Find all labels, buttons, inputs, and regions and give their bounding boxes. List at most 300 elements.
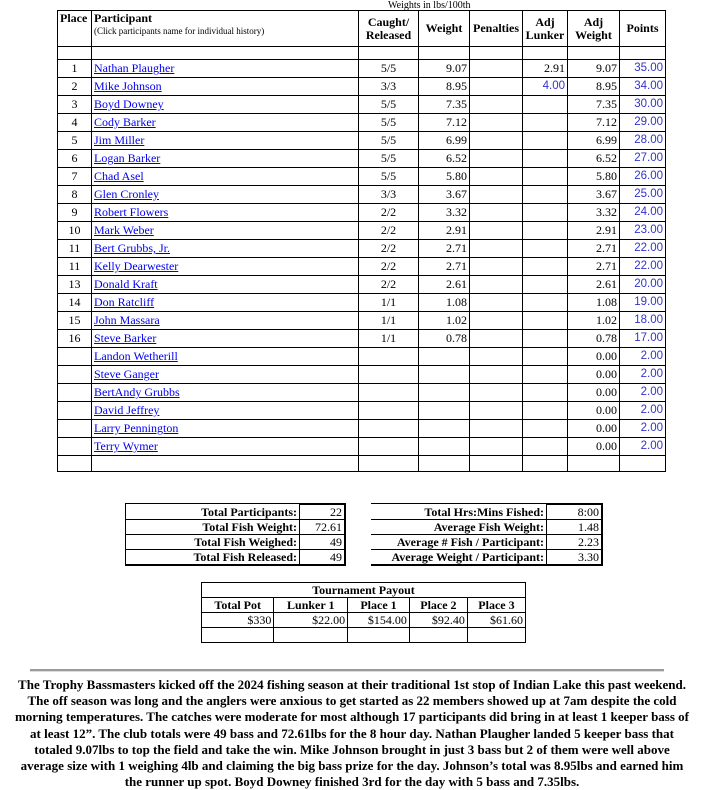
adj-weight-cell: 7.35 [568,96,620,114]
participant-link[interactable]: Jim Miller [94,133,145,147]
payout-value: $330 [202,613,274,628]
points-cell: 22.00 [620,258,666,276]
points-cell: 2.00 [620,438,666,456]
points-cell: 35.00 [620,60,666,78]
points-cell: 2.00 [620,384,666,402]
participant-link[interactable]: Glen Cronley [94,187,159,201]
points-cell: 20.00 [620,276,666,294]
adj-lunker-cell [523,330,568,348]
weight-cell: 2.61 [419,276,470,294]
empty-cell [409,628,467,643]
participant-cell [92,312,359,330]
payout-value: $92.40 [409,613,467,628]
points-cell: 24.00 [620,204,666,222]
adj-weight-cell: 0.00 [568,384,620,402]
place-cell [58,402,92,420]
points-cell: 27.00 [620,150,666,168]
adj-weight-cell: 0.78 [568,330,620,348]
caught-released-cell [359,402,419,420]
weight-cell [419,348,470,366]
weight-cell: 2.71 [419,258,470,276]
weights-caption: Weights in lbs/100th [388,0,471,11]
participant-link[interactable]: John Massara [94,313,160,327]
tournament-story: The Trophy Bassmasters kicked off the 2024 fishing season at their traditional 1st stop of Indian Lake this past weekend. The off season was long and the anglers were anxious to get started as 22 members showed up at 7am despite the cold morning temperatures. The catches were moderate for most although 17 participants did bring in at least 1 keeper bass of at least 12”. The club totals were 49 bass and 72.61lbs for the 8 hour day. Nathan Plaugher landed 5 keeper bass that totaled 9.07lbs to top the field and take the win. Mike Johnson brought in just 3 bass but 2 of them were well above average size with 1 weighing 4lb and claiming the big bass prize for the day. Johnson’s total was 8.95lbs and earned him the runner up spot. Boyd Downey finished 3rd for the day with 5 bass and 7.35lbs. [14,677,690,790]
participant-row [58,204,666,222]
penalties-cell [470,366,523,384]
penalties-cell [470,204,523,222]
points-cell: 2.00 [620,402,666,420]
header-row [58,11,666,47]
participant-cell [92,240,359,258]
penalties-cell [470,276,523,294]
header-points: Points [620,11,666,47]
participant-row [58,420,666,438]
adj-lunker-cell [523,348,568,366]
caught-released-cell [359,348,419,366]
caught-released-cell: 2/2 [359,258,419,276]
participant-cell [92,222,359,240]
points-cell: 2.00 [620,420,666,438]
participant-row [58,132,666,150]
points-cell: 23.00 [620,222,666,240]
average-stat-label: Average Weight / Participant: [371,550,546,565]
caught-released-cell: 3/3 [359,186,419,204]
weight-cell: 9.07 [419,60,470,78]
empty-cell [419,47,470,60]
total-stat-value: 72.61 [299,520,345,535]
empty-cell [274,628,348,643]
weight-cell [419,384,470,402]
points-cell: 26.00 [620,168,666,186]
place-cell: 7 [58,168,92,186]
header-penalties: Penalties [470,11,523,47]
points-cell: 29.00 [620,114,666,132]
adj-weight-cell: 3.67 [568,186,620,204]
adj-lunker-cell [523,150,568,168]
adj-lunker-cell [523,420,568,438]
empty-cell [620,47,666,60]
average-stat-value: 8:00 [546,504,602,520]
place-cell: 4 [58,114,92,132]
penalties-cell [470,348,523,366]
participant-cell [92,402,359,420]
participant-link[interactable]: Cody Barker [94,115,156,129]
participant-row [58,60,666,78]
participant-row [58,258,666,276]
penalties-cell [470,60,523,78]
empty-cell [359,456,419,472]
empty-cell [58,456,92,472]
empty-cell [92,456,359,472]
weight-cell: 2.91 [419,222,470,240]
adj-lunker-cell [523,222,568,240]
participant-row [58,96,666,114]
averages-table [371,503,603,566]
empty-cell [523,47,568,60]
adj-weight-cell: 0.00 [568,438,620,456]
adj-weight-cell: 9.07 [568,60,620,78]
payout-table [201,582,526,643]
penalties-cell [470,132,523,150]
adj-weight-cell: 2.91 [568,222,620,240]
participant-link[interactable]: Logan Barker [94,151,161,165]
participant-link[interactable]: Steve Barker [94,331,157,345]
participant-row [58,168,666,186]
participant-link[interactable]: Boyd Downey [94,97,164,111]
caught-released-cell: 1/1 [359,330,419,348]
place-cell: 14 [58,294,92,312]
place-cell [58,420,92,438]
participant-row [58,78,666,96]
weight-cell: 1.08 [419,294,470,312]
participant-link[interactable]: BertAndy Grubbs [94,385,180,399]
adj-weight-cell: 2.71 [568,258,620,276]
penalties-cell [470,96,523,114]
payout-value: $61.60 [467,613,525,628]
points-cell: 30.00 [620,96,666,114]
penalties-cell [470,384,523,402]
header-participant [92,11,359,47]
place-cell: 15 [58,312,92,330]
adj-lunker-cell [523,438,568,456]
participant-link[interactable]: Kelly Dearwester [94,259,179,273]
weight-cell [419,366,470,384]
caught-released-cell: 5/5 [359,114,419,132]
points-cell: 2.00 [620,348,666,366]
place-cell: 3 [58,96,92,114]
participant-cell [92,276,359,294]
adj-weight-cell: 0.00 [568,402,620,420]
horizontal-rule [30,669,664,672]
empty-cell [523,456,568,472]
weight-cell: 6.99 [419,132,470,150]
points-cell: 28.00 [620,132,666,150]
participant-row [58,366,666,384]
caught-released-cell: 5/5 [359,168,419,186]
payout-header: Place 3 [467,598,525,613]
caught-released-cell [359,366,419,384]
caught-released-cell: 1/1 [359,312,419,330]
participant-cell [92,186,359,204]
caught-released-cell [359,384,419,402]
participant-cell [92,258,359,276]
participant-cell [92,204,359,222]
penalties-cell [470,294,523,312]
header-adj-lunker [523,11,568,47]
header-participant-note: (Click participants name for individual history) [94,26,265,36]
participant-cell [92,132,359,150]
adj-weight-cell: 0.00 [568,420,620,438]
payout-header: Lunker 1 [274,598,348,613]
weight-cell: 6.52 [419,150,470,168]
caught-released-cell: 5/5 [359,150,419,168]
place-cell: 9 [58,204,92,222]
participant-cell [92,96,359,114]
total-stat-label: Total Fish Weighed: [126,535,299,550]
participant-link[interactable]: Steve Ganger [94,367,159,381]
participant-row [58,312,666,330]
adj-weight-cell: 2.71 [568,240,620,258]
weight-cell: 3.67 [419,186,470,204]
average-stat-label: Total Hrs:Mins Fished: [371,504,546,520]
participant-cell [92,420,359,438]
place-cell [58,366,92,384]
header-adj-weight [568,11,620,47]
place-cell [58,384,92,402]
adj-lunker-cell: 2.91 [523,60,568,78]
adj-weight-cell: 0.00 [568,348,620,366]
payout-header: Total Pot [202,598,274,613]
adj-weight-cell: 3.32 [568,204,620,222]
penalties-cell [470,240,523,258]
participant-link[interactable]: Terry Wymer [94,439,158,453]
participant-row [58,240,666,258]
average-stat-label: Average # Fish / Participant: [371,535,546,550]
weight-cell: 2.71 [419,240,470,258]
points-cell: 22.00 [620,240,666,258]
adj-weight-cell: 6.52 [568,150,620,168]
header-adj-weight-line2: Weight [575,27,612,42]
weight-cell [419,402,470,420]
average-stat-value: 3.30 [546,550,602,565]
weight-cell: 7.12 [419,114,470,132]
adj-lunker-cell: 4.00 [523,78,568,96]
header-caught-released [359,11,419,47]
participant-link[interactable]: Mike Johnson [94,79,162,93]
empty-cell [568,47,620,60]
place-cell: 8 [58,186,92,204]
total-stat-value: 49 [299,535,345,550]
points-cell: 2.00 [620,366,666,384]
header-adj-weight-line1: Adj [583,14,604,29]
adj-lunker-cell [523,240,568,258]
participant-cell [92,78,359,96]
results-table [57,10,666,472]
payout-header: Place 2 [409,598,467,613]
place-cell: 5 [58,132,92,150]
adj-weight-cell: 7.12 [568,114,620,132]
weight-cell: 1.02 [419,312,470,330]
participant-cell [92,438,359,456]
adj-lunker-cell [523,384,568,402]
penalties-cell [470,420,523,438]
spacer-row [58,47,666,60]
participant-row [58,294,666,312]
adj-lunker-cell [523,312,568,330]
penalties-cell [470,438,523,456]
caught-released-cell: 2/2 [359,276,419,294]
weight-cell [419,420,470,438]
place-cell: 6 [58,150,92,168]
caught-released-cell: 2/2 [359,240,419,258]
adj-weight-cell: 1.02 [568,312,620,330]
header-caught-line2: Released [365,27,412,42]
participant-cell [92,114,359,132]
participant-row [58,222,666,240]
participant-row [58,186,666,204]
total-stat-value: 22 [299,504,345,520]
adj-weight-cell: 6.99 [568,132,620,150]
spacer-row [58,456,666,472]
total-stat-label: Total Participants: [126,504,299,520]
place-cell: 16 [58,330,92,348]
place-cell: 2 [58,78,92,96]
empty-cell [202,628,274,643]
adj-weight-cell: 0.00 [568,366,620,384]
penalties-cell [470,78,523,96]
penalties-cell [470,114,523,132]
caught-released-cell: 2/2 [359,204,419,222]
adj-weight-cell: 2.61 [568,276,620,294]
place-cell: 1 [58,60,92,78]
caught-released-cell: 2/2 [359,222,419,240]
penalties-cell [470,186,523,204]
participant-row [58,402,666,420]
points-cell: 17.00 [620,330,666,348]
participant-cell [92,168,359,186]
place-cell: 11 [58,240,92,258]
header-place: Place [58,11,92,47]
empty-cell [419,456,470,472]
adj-lunker-cell [523,294,568,312]
payout-value: $22.00 [274,613,348,628]
header-adj-lunker-line2: Lunker [525,27,565,42]
adj-lunker-cell [523,168,568,186]
participant-row [58,438,666,456]
adj-lunker-cell [523,132,568,150]
caught-released-cell: 3/3 [359,78,419,96]
average-stat-row [371,550,602,565]
participant-link[interactable]: Landon Wetherill [94,349,178,363]
caught-released-cell: 5/5 [359,96,419,114]
participant-cell [92,366,359,384]
adj-weight-cell: 5.80 [568,168,620,186]
points-cell: 19.00 [620,294,666,312]
average-stat-value: 1.48 [546,520,602,535]
empty-cell [348,628,410,643]
weight-cell: 7.35 [419,96,470,114]
place-cell: 11 [58,258,92,276]
payout-value: $154.00 [348,613,410,628]
total-stat-value: 49 [299,550,345,565]
participant-cell [92,384,359,402]
empty-cell [92,47,359,60]
average-stat-row [371,504,602,520]
totals-table [125,503,346,566]
participant-link[interactable]: Mark Weber [94,223,154,237]
caught-released-cell: 5/5 [359,60,419,78]
points-cell: 18.00 [620,312,666,330]
participant-row [58,150,666,168]
participant-link[interactable]: Donald Kraft [94,277,158,291]
participant-row [58,330,666,348]
caught-released-cell [359,438,419,456]
header-caught-line1: Caught/ [367,14,410,29]
participant-cell [92,330,359,348]
total-stat-label: Total Fish Released: [126,550,299,565]
adj-lunker-cell [523,366,568,384]
place-cell [58,438,92,456]
participant-link[interactable]: Don Ratcliff [94,295,155,309]
weight-cell: 8.95 [419,78,470,96]
participant-link[interactable]: Bert Grubbs, Jr. [94,241,170,255]
place-cell [58,348,92,366]
adj-lunker-cell [523,258,568,276]
points-cell: 34.00 [620,78,666,96]
average-stat-label: Average Fish Weight: [371,520,546,535]
participant-link[interactable]: David Jeffrey [94,403,160,417]
adj-lunker-cell [523,186,568,204]
participant-link[interactable]: Robert Flowers [94,205,169,219]
header-adj-lunker-line1: Adj [535,14,555,29]
participant-cell [92,348,359,366]
penalties-cell [470,150,523,168]
adj-lunker-cell [523,204,568,222]
penalties-cell [470,312,523,330]
adj-weight-cell: 1.08 [568,294,620,312]
participant-link[interactable]: Chad Asel [94,169,144,183]
adj-lunker-cell [523,402,568,420]
caught-released-cell: 1/1 [359,294,419,312]
weight-cell: 3.32 [419,204,470,222]
empty-cell [359,47,419,60]
points-cell: 25.00 [620,186,666,204]
place-cell: 13 [58,276,92,294]
penalties-cell [470,402,523,420]
empty-cell [620,456,666,472]
weight-cell: 0.78 [419,330,470,348]
empty-cell [470,47,523,60]
caught-released-cell: 5/5 [359,132,419,150]
participant-link[interactable]: Nathan Plaugher [94,61,175,75]
participant-cell [92,294,359,312]
participant-row [58,348,666,366]
empty-cell [470,456,523,472]
adj-lunker-cell [523,276,568,294]
payout-header: Place 1 [348,598,410,613]
penalties-cell [470,168,523,186]
participant-cell [92,60,359,78]
total-stat-row [126,535,345,550]
penalties-cell [470,258,523,276]
empty-cell [568,456,620,472]
adj-lunker-cell [523,114,568,132]
participant-row [58,114,666,132]
participant-cell [92,150,359,168]
caught-released-cell [359,420,419,438]
empty-cell [467,628,525,643]
adj-lunker-cell [523,96,568,114]
participant-row [58,384,666,402]
weight-cell: 5.80 [419,168,470,186]
total-stat-label: Total Fish Weight: [126,520,299,535]
adj-weight-cell: 8.95 [568,78,620,96]
payout-title: Tournament Payout [202,583,526,598]
empty-cell [58,47,92,60]
average-stat-row [371,535,602,550]
header-participant-label: Participant [94,11,152,25]
participant-row [58,276,666,294]
average-stat-row [371,520,602,535]
penalties-cell [470,222,523,240]
average-stat-value: 2.23 [546,535,602,550]
penalties-cell [470,330,523,348]
total-stat-row [126,550,345,565]
participant-link[interactable]: Larry Pennington [94,421,179,435]
total-stat-row [126,504,345,520]
weight-cell [419,438,470,456]
total-stat-row [126,520,345,535]
